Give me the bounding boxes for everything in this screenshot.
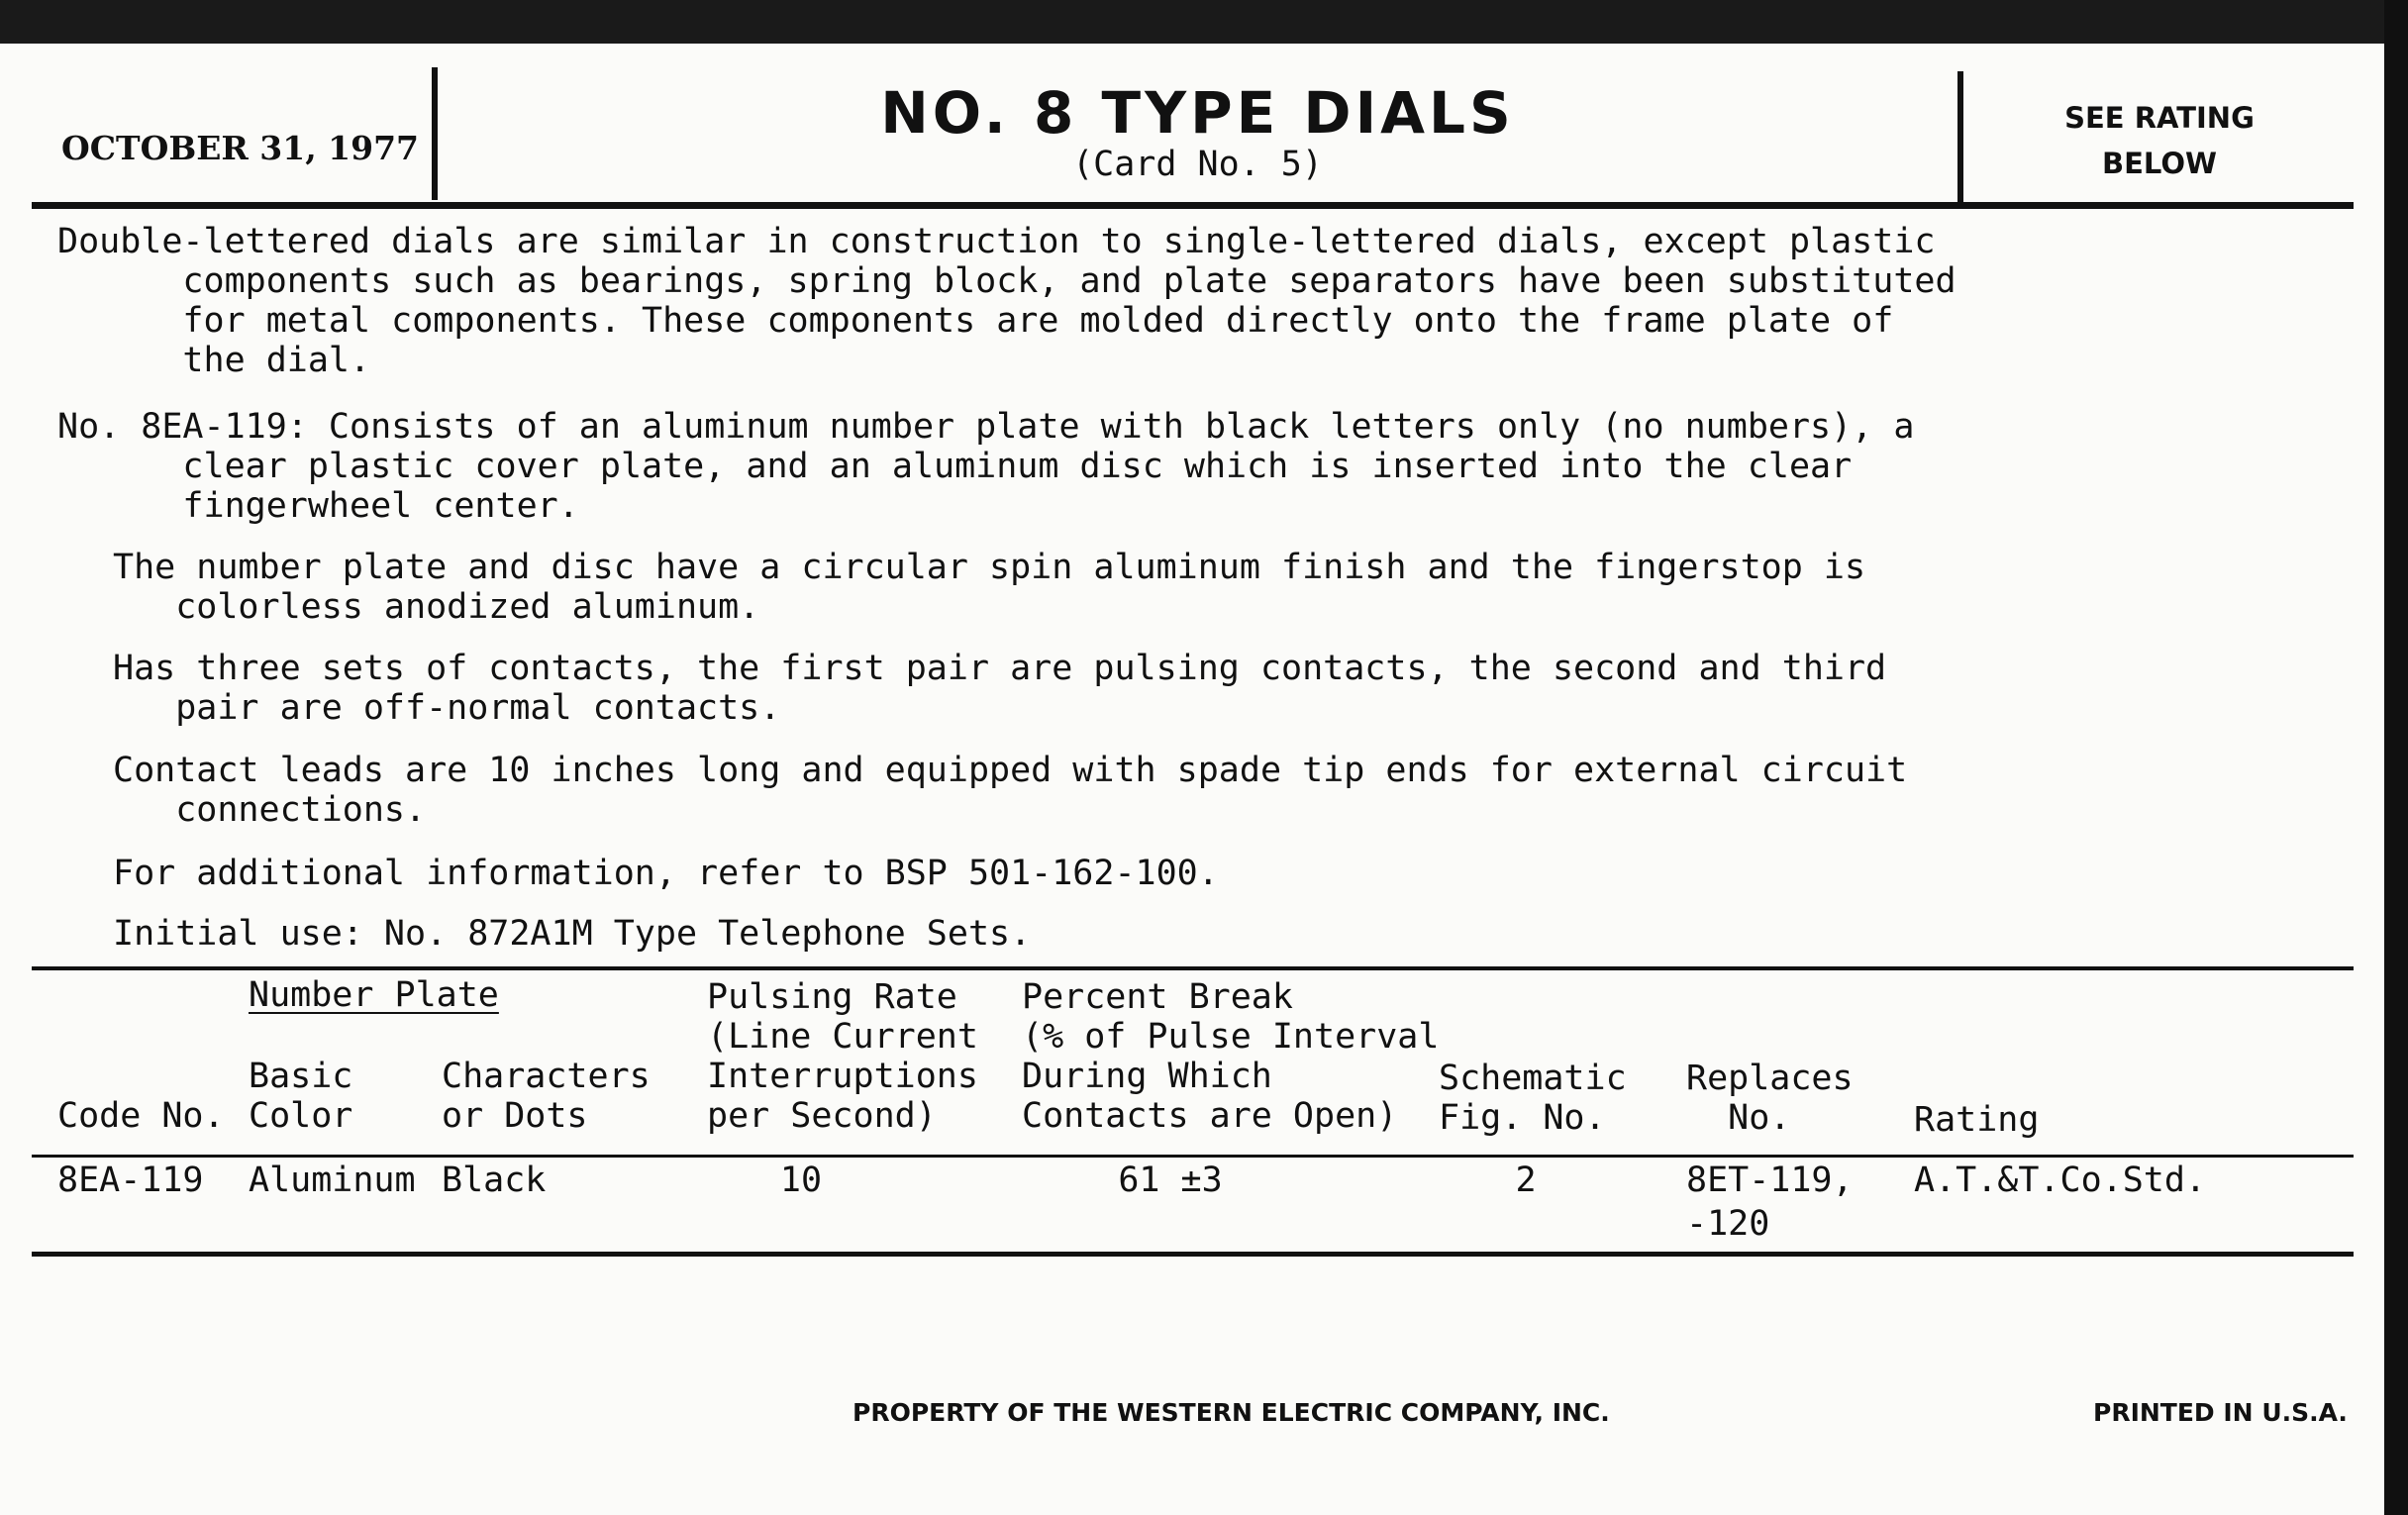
card-date: OCTOBER 31, 1977 bbox=[61, 129, 420, 167]
cell-characters: Black bbox=[442, 1161, 547, 1200]
table-header-rule bbox=[32, 1155, 2354, 1158]
cell-replaces: 8ET-119, -120 bbox=[1686, 1161, 1854, 1244]
cell-pulsing-rate: 10 bbox=[779, 1161, 823, 1200]
rating-note-line1: SEE RATING bbox=[2064, 101, 2255, 135]
rating-note bbox=[1965, 95, 2354, 186]
header-percent-break: Percent Break (% of Pulse Interval During Which Contacts are Open) bbox=[1022, 977, 1440, 1136]
header-basic-color: Basic Color bbox=[249, 1057, 353, 1136]
paragraph-leads: Contact leads are 10 inches long and equipped with spade tip ends for external circuit connections. bbox=[113, 751, 1908, 830]
header-replaces: Replaces No. bbox=[1686, 1059, 1854, 1138]
card-edge-shadow bbox=[2384, 0, 2408, 1515]
paragraph-contacts: Has three sets of contacts, the first pair are pulsing contacts, the second and third pair are off-normal contacts. bbox=[113, 649, 1887, 728]
card-title: NO. 8 TYPE DIALS bbox=[880, 79, 1515, 147]
property-notice: PROPERTY OF THE WESTERN ELECTRIC COMPANY, INC. bbox=[853, 1398, 1610, 1427]
printed-in-usa: PRINTED IN U.S.A. bbox=[2093, 1398, 2348, 1427]
header-rule bbox=[32, 202, 2354, 209]
table-bottom-rule bbox=[32, 1252, 2354, 1257]
paragraph-finish: The number plate and disc have a circular spin aluminum finish and the fingerstop is colorless anodized aluminum. bbox=[113, 548, 1866, 627]
paragraph-reference: For additional information, refer to BSP 501-162-100. bbox=[113, 854, 1219, 893]
header-schematic: Schematic Fig. No. bbox=[1439, 1059, 1627, 1138]
cell-schematic: 2 bbox=[1515, 1161, 1537, 1200]
paragraph-intro: Double-lettered dials are similar in construction to single-lettered dials, except plastic components such as bearings, spring block, and plate separators have been substituted for metal components. These components are molded directly onto the frame plate of the dial. bbox=[57, 222, 1956, 380]
card-number: (Card No. 5) bbox=[1072, 145, 1323, 184]
header-pulsing-rate: Pulsing Rate (Line Current Interruptions per Second) bbox=[707, 977, 978, 1136]
cell-rating: A.T.&T.Co.Std. bbox=[1914, 1161, 2207, 1200]
rating-note-line2: BELOW bbox=[2102, 147, 2217, 180]
cell-basic-color: Aluminum bbox=[249, 1161, 416, 1200]
header-code-no: Code No. bbox=[57, 1096, 225, 1136]
paragraph-initial-use: Initial use: No. 872A1M Type Telephone Sets. bbox=[113, 914, 1032, 954]
cell-percent-break: 61 ±3 bbox=[1118, 1161, 1223, 1200]
header-characters: Characters or Dots bbox=[442, 1057, 651, 1136]
paragraph-8ea119: No. 8EA-119: Consists of an aluminum number plate with black letters only (no numbers), a clear plastic cover plate, and an aluminum disc which is inserted into the clear fingerwheel center. bbox=[57, 407, 1915, 526]
number-plate-group-header: Number Plate bbox=[249, 975, 499, 1015]
table-top-rule bbox=[32, 966, 2354, 970]
header-divider-right bbox=[1957, 71, 1963, 202]
cell-code: 8EA-119 bbox=[57, 1161, 204, 1200]
header-rating: Rating bbox=[1914, 1100, 2040, 1140]
